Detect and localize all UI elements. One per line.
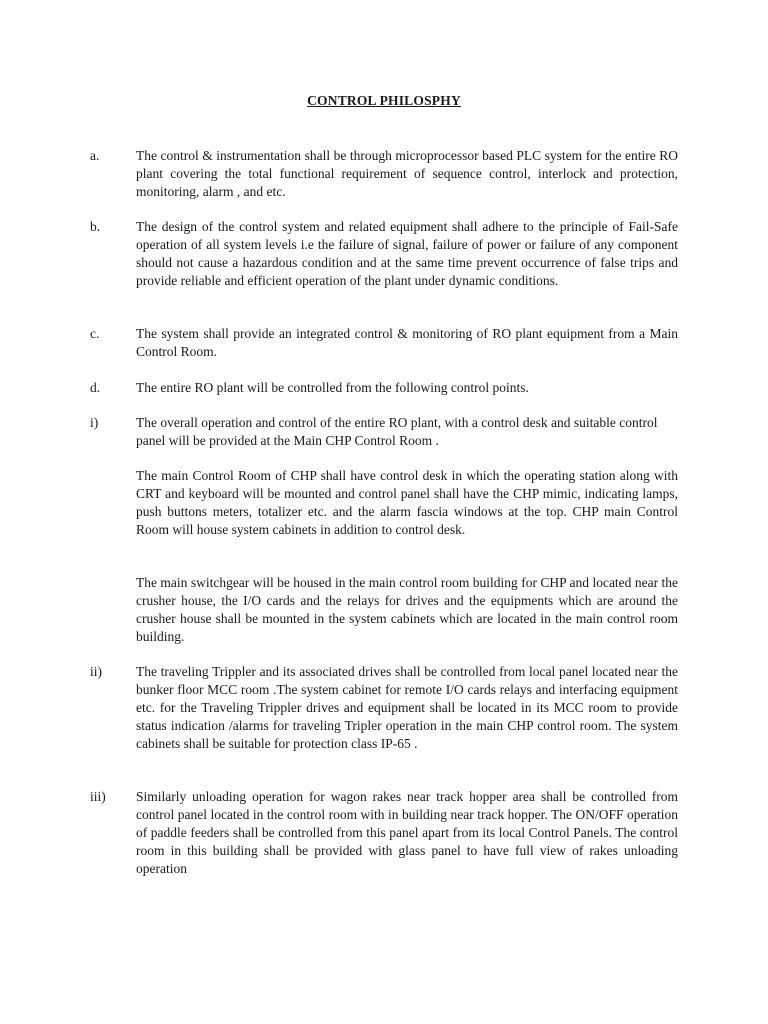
- item-marker: c.: [90, 326, 100, 341]
- item-marker: a.: [90, 148, 100, 163]
- item-text: The main switchgear will be housed in the main control room building for CHP and located near the crusher house, the I/O cards and the relays for drives and the equipments which are around the crusher house shall be mounted in the system cabinets which are located in the main control room building.: [136, 575, 678, 644]
- item-marker: d.: [90, 380, 101, 395]
- item-text: The main Control Room of CHP shall have control desk in which the operating station along with CRT and keyboard will be mounted and control panel shall have the CHP mimic, indicating lamps, push buttons meters, totalizer etc. and the alarm fascia windows at the top. CHP main Control Room will house system cabinets in addition to control desk.: [136, 468, 678, 537]
- item-marker: i): [90, 415, 99, 430]
- item-marker: iii): [90, 789, 106, 804]
- item-marker: b.: [90, 219, 101, 234]
- item-text: The system shall provide an integrated control & monitoring of RO plant equipment from a Main Control Room.: [136, 326, 678, 359]
- item-text: The overall operation and control of the entire RO plant, with a control desk and suitable control panel will be provided at the Main CHP Control Room .: [136, 415, 658, 448]
- item-marker: ii): [90, 664, 102, 679]
- item-text: The control & instrumentation shall be through microprocessor based PLC system for the entire RO plant covering the total functional requirement of sequence control, interlock and protection, monitoring, alarm , and etc.: [136, 148, 678, 199]
- item-text: The entire RO plant will be controlled from the following control points.: [136, 380, 529, 395]
- item-text: Similarly unloading operation for wagon rakes near track hopper area shall be controlled from control panel located in the control room with in building near track hopper. The ON/OFF operation of paddle feeders shall be controlled from this panel apart from its local Control Panels. The control room in this building shall be provided with glass panel to have full view of rakes unloading operation: [136, 789, 678, 876]
- item-text: The traveling Trippler and its associated drives shall be controlled from local panel located near the bunker floor MCC room .The system cabinet for remote I/O cards relays and interfacing equipment etc. for the Traveling Trippler drives and equipment shall be located in its MCC room to provide status indication /alarms for traveling Tripler operation in the main CHP control room. The system cabinets shall be suitable for protection class IP-65 .: [136, 664, 678, 751]
- document-title: CONTROL PHILOSPHY: [307, 93, 461, 108]
- item-text: The design of the control system and related equipment shall adhere to the principle of Fail-Safe operation of all system levels i.e the failure of signal, failure of power or failure of any component should not cause a hazardous condition and at the same time prevent occurrence of false trips and provide reliable and efficient operation of the plant under dynamic conditions.: [136, 219, 678, 288]
